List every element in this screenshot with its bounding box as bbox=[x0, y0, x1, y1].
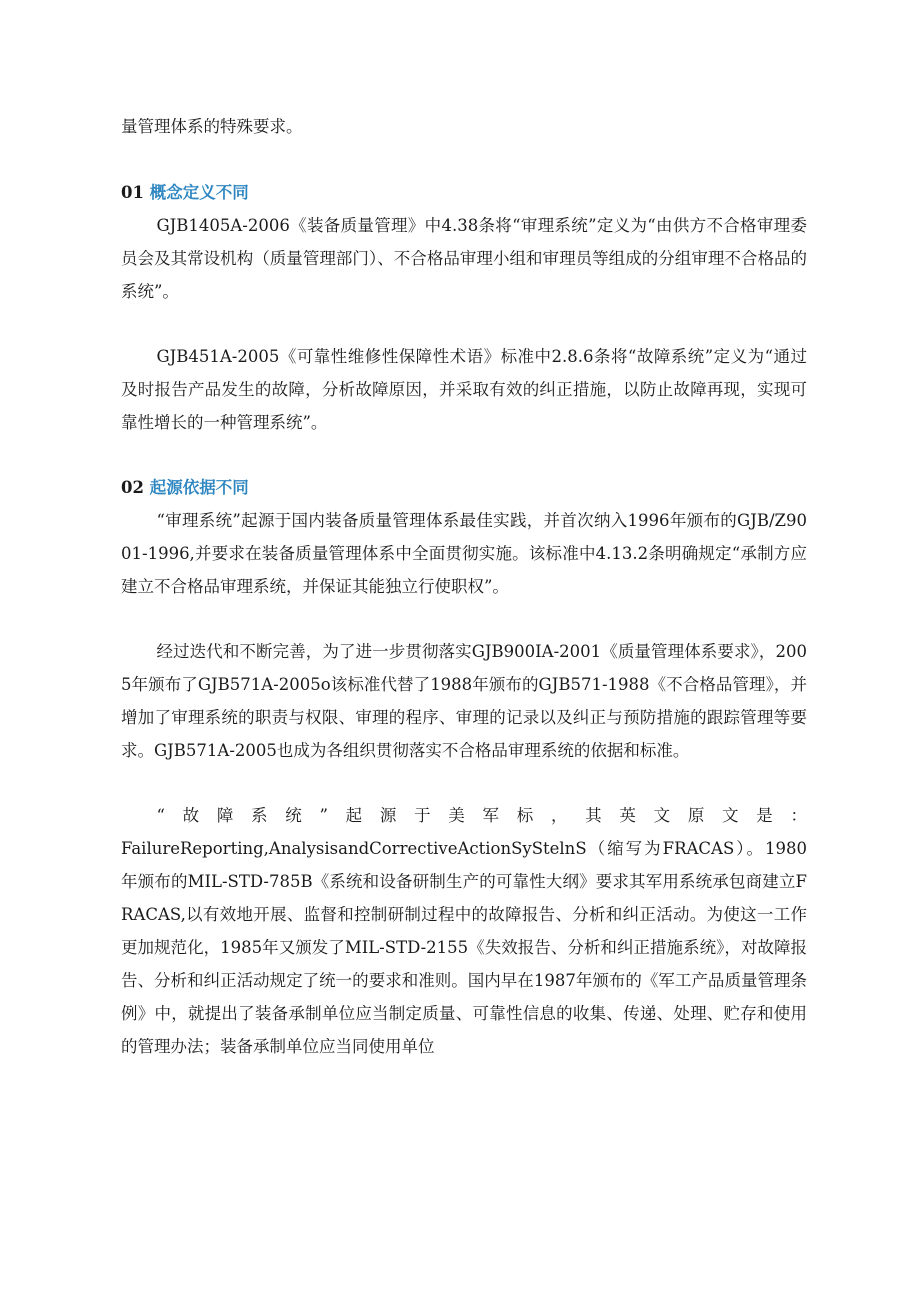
spacer bbox=[121, 603, 807, 635]
spacer bbox=[121, 308, 807, 340]
paragraph-fault-system-origin-lead: “故障系统”起源于美军标，其英文原文是： bbox=[156, 806, 807, 825]
spacer bbox=[121, 767, 807, 799]
section-title: 起源依据不同 bbox=[149, 478, 249, 497]
spacer bbox=[121, 439, 807, 471]
section-number: 02 bbox=[121, 478, 144, 497]
paragraph-review-system-definition: GJB1405A-2006《装备质量管理》中4.38条将“审理系统”定义为“由供方不合格审理委员会及其常设机构（质量管理部门）、不合格品审理小组和审理员等组成的分组审理不合格品的系统”。 bbox=[121, 216, 807, 301]
section-title: 概念定义不同 bbox=[149, 183, 249, 202]
paragraph-fault-system-definition: GJB451A-2005《可靠性维修性保障性术语》标准中2.8.6条将“故障系统”定义为“通过及时报告产品发生的故障，分析故障原因，并采取有效的纠正措施，以防止故障再现，实现可靠性增长的一种管理系统”。 bbox=[121, 347, 807, 432]
paragraph-fracas-history: FailureReporting,AnalysisandCorrectiveActionSyStelnS（缩写为FRACAS）。1980年颁布的MIL-STD-785B《系统和设备研制生产的可靠性大纲》要求其军用系统承包商建立FRACAS,以有效地开展、监督和控制研制过程中的故障报告、分析和纠正活动。为使这一工作更加规范化，1985年又颁发了MIL-STD-2155《失效报告、分析和纠正措施系统》，对故障报告、分析和纠正活动规定了统一的要求和准则。国内早在1987年颁布的《军工产品质量管理条例》中，就提出了装备承制单位应当制定质量、可靠性信息的收集、传递、处理、贮存和使用的管理办法；装备承制单位应当同使用单位 bbox=[121, 839, 807, 1056]
intro-tail-text: 量管理体系的特殊要求。 bbox=[121, 117, 303, 136]
paragraph-standard-evolution: 经过迭代和不断完善，为了进一步贯彻落实GJB900IA-2001《质量管理体系要求》，2005年颁布了GJB571A-2005o该标准代替了1988年颁布的GJB571-1988《不合格品管理》，并增加了审理系统的职责与权限、审理的程序、审理的记录以及纠正与预防措施的跟踪管理等要求。GJB571A-2005也成为各组织贯彻落实不合格品审理系统的依据和标准。 bbox=[121, 642, 807, 760]
section-heading-concept bbox=[121, 176, 807, 209]
document-page bbox=[121, 110, 807, 1063]
spacer bbox=[121, 143, 807, 176]
section-number: 01 bbox=[121, 183, 144, 202]
section-heading-origin bbox=[121, 471, 807, 504]
paragraph-review-system-origin: “审理系统”起源于国内装备质量管理体系最佳实践，并首次纳入1996年颁布的GJB/Z9001-1996,并要求在装备质量管理体系中全面贯彻实施。该标准中4.13.2条明确规定“承制方应建立不合格品审理系统，并保证其能独立行使职权”。 bbox=[121, 511, 807, 596]
